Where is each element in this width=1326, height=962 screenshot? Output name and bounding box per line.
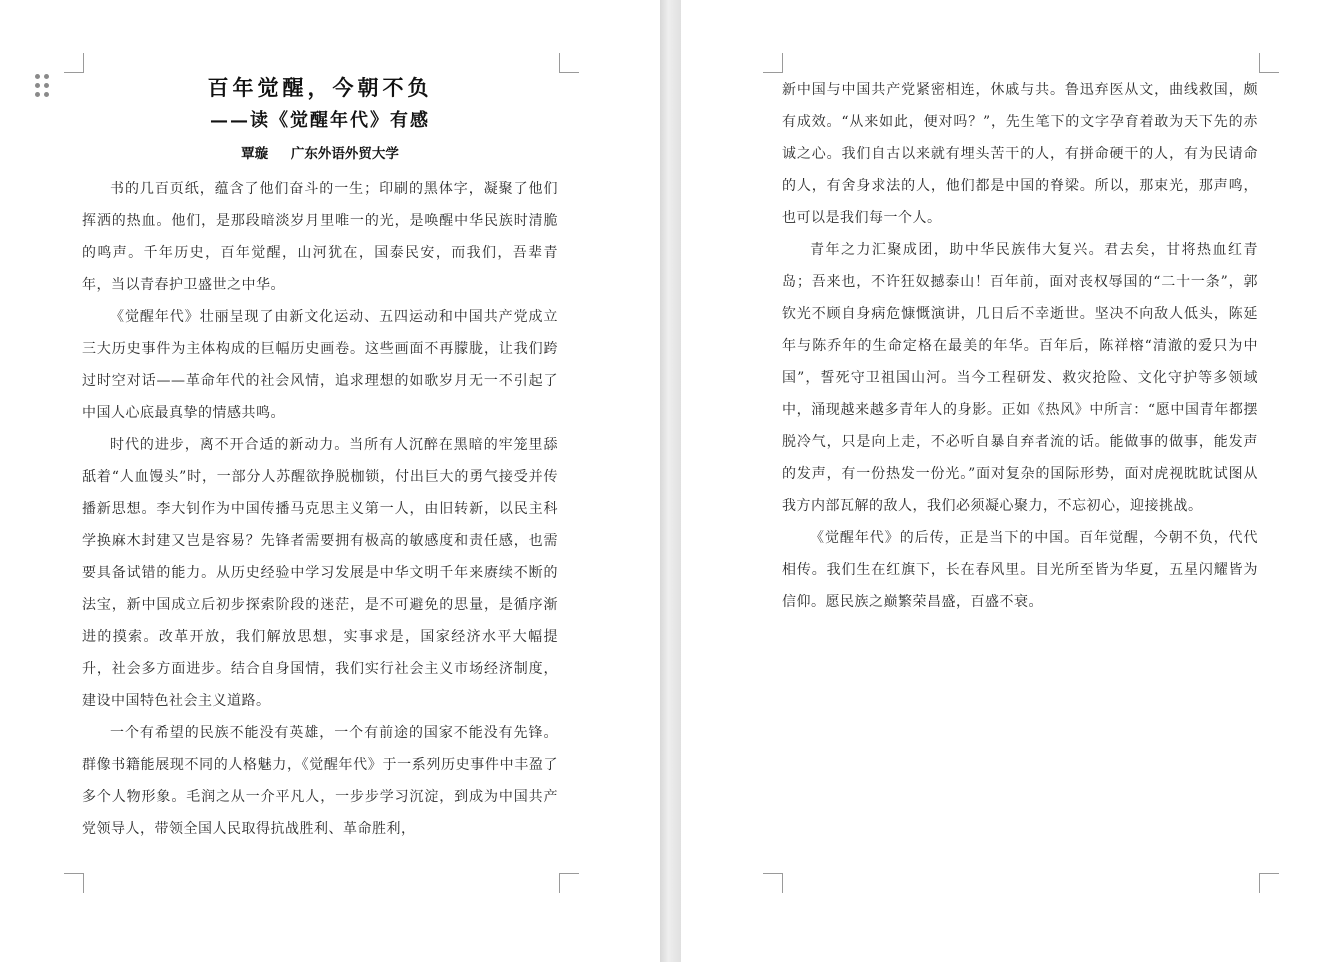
corner-mark-bottom-right xyxy=(559,873,579,893)
corner-mark-top-right xyxy=(1259,53,1279,73)
document-page-left xyxy=(0,0,660,962)
document-page-right xyxy=(681,0,1326,962)
corner-mark-top-left xyxy=(763,53,783,73)
body-text-left[interactable] xyxy=(82,173,558,845)
corner-mark-top-right xyxy=(559,53,579,73)
corner-mark-top-left xyxy=(64,53,84,73)
paragraph: 《觉醒年代》的后传，正是当下的中国。百年觉醒，今朝不负，代代相传。我们生在红旗下，长在春风里。目光所至皆为华夏，五星闪耀皆为信仰。愿民族之巅繁荣昌盛，百盛不衰。 xyxy=(782,530,1258,610)
paragraph: 一个有希望的民族不能没有英雄，一个有前途的国家不能没有先锋。群像书籍能展现不同的人格魅力，《觉醒年代》于一系列历史事件中丰盈了多个人物形象。毛润之从一介平凡人，一步步学习沉淀，到成为中国共产党领导人，带领全国人民取得抗战胜利、革命胜利， xyxy=(82,725,558,837)
page-gap xyxy=(660,0,681,962)
paragraph: 书的几百页纸，蕴含了他们奋斗的一生；印刷的黑体字，凝聚了他们挥洒的热血。他们，是那段暗淡岁月里唯一的光，是唤醒中华民族时清脆的鸣声。千年历史，百年觉醒，山河犹在，国泰民安，而我们，吾辈青年，当以青春护卫盛世之中华。 xyxy=(82,181,558,293)
paragraph-continued: 新中国与中国共产党紧密相连，休戚与共。鲁迅弃医从文，曲线救国，颇有成效。“从来如此，便对吗？”，先生笔下的文字孕育着敢为天下先的赤诚之心。我们自古以来就有埋头苦干的人，有拼命硬干的人，有为民请命的人，有舍身求法的人，他们都是中国的脊梁。所以，那束光，那声鸣，也可以是我们每一个人。 xyxy=(782,82,1258,226)
corner-mark-bottom-left xyxy=(64,873,84,893)
paragraph: 时代的进步，离不开合适的新动力。当所有人沉醉在黑暗的牢笼里舔舐着“人血馒头”时，一部分人苏醒欲挣脱枷锁，付出巨大的勇气接受并传播新思想。李大钊作为中国传播马克思主义第一人，由旧转新，以民主科学换麻木封建又岂是容易？先锋者需要拥有极高的敏感度和责任感，也需要具备试错的能力。从历史经验中学习发展是中华文明千年来赓续不断的法宝，新中国成立后初步探索阶段的迷茫，是不可避免的思量，是循序渐进的摸索。改革开放，我们解放思想，实事求是，国家经济水平大幅提升，社会多方面进步。结合自身国情，我们实行社会主义市场经济制度，建设中国特色社会主义道路。 xyxy=(82,437,558,709)
author-line[interactable] xyxy=(82,143,558,165)
author-name: 覃璇 xyxy=(241,146,269,162)
paragraph: 《觉醒年代》壮丽呈现了由新文化运动、五四运动和中国共产党成立三大历史事件为主体构成的巨幅历史画卷。这些画面不再朦胧，让我们跨过时空对话——革命年代的社会风情，追求理想的如歌岁月无一不引起了中国人心底最真挚的情感共鸣。 xyxy=(82,309,558,421)
paragraph: 青年之力汇聚成团，助中华民族伟大复兴。君去矣，甘将热血红青岛；吾来也，不许狂奴撼泰山！百年前，面对丧权辱国的“二十一条”，郭钦光不顾自身病危慷慨演讲，几日后不幸逝世。坚决不向敌人低头，陈延年与陈乔年的生命定格在最美的年华。百年后，陈祥榕“清澈的爱只为中国”，誓死守卫祖国山河。当今工程研发、救灾抢险、文化守护等多领域中，涌现越来越多青年人的身影。正如《热风》中所言：“愿中国青年都摆脱冷气，只是向上走，不必听自暴自弃者流的话。能做事的做事，能发声的发声，有一份热发一份光。”面对复杂的国际形势，面对虎视眈眈试图从我方内部瓦解的敌人，我们必须凝心聚力，不忘初心，迎接挑战。 xyxy=(782,242,1258,514)
body-text-right[interactable] xyxy=(782,74,1258,618)
corner-mark-bottom-left xyxy=(763,873,783,893)
document-subtitle[interactable]: ——读《觉醒年代》有感 xyxy=(210,110,430,131)
paragraph-drag-handle-icon[interactable] xyxy=(35,74,49,100)
author-affiliation: 广东外语外贸大学 xyxy=(290,146,399,162)
corner-mark-bottom-right xyxy=(1259,873,1279,893)
document-title[interactable]: 百年觉醒，今朝不负 xyxy=(207,75,433,100)
